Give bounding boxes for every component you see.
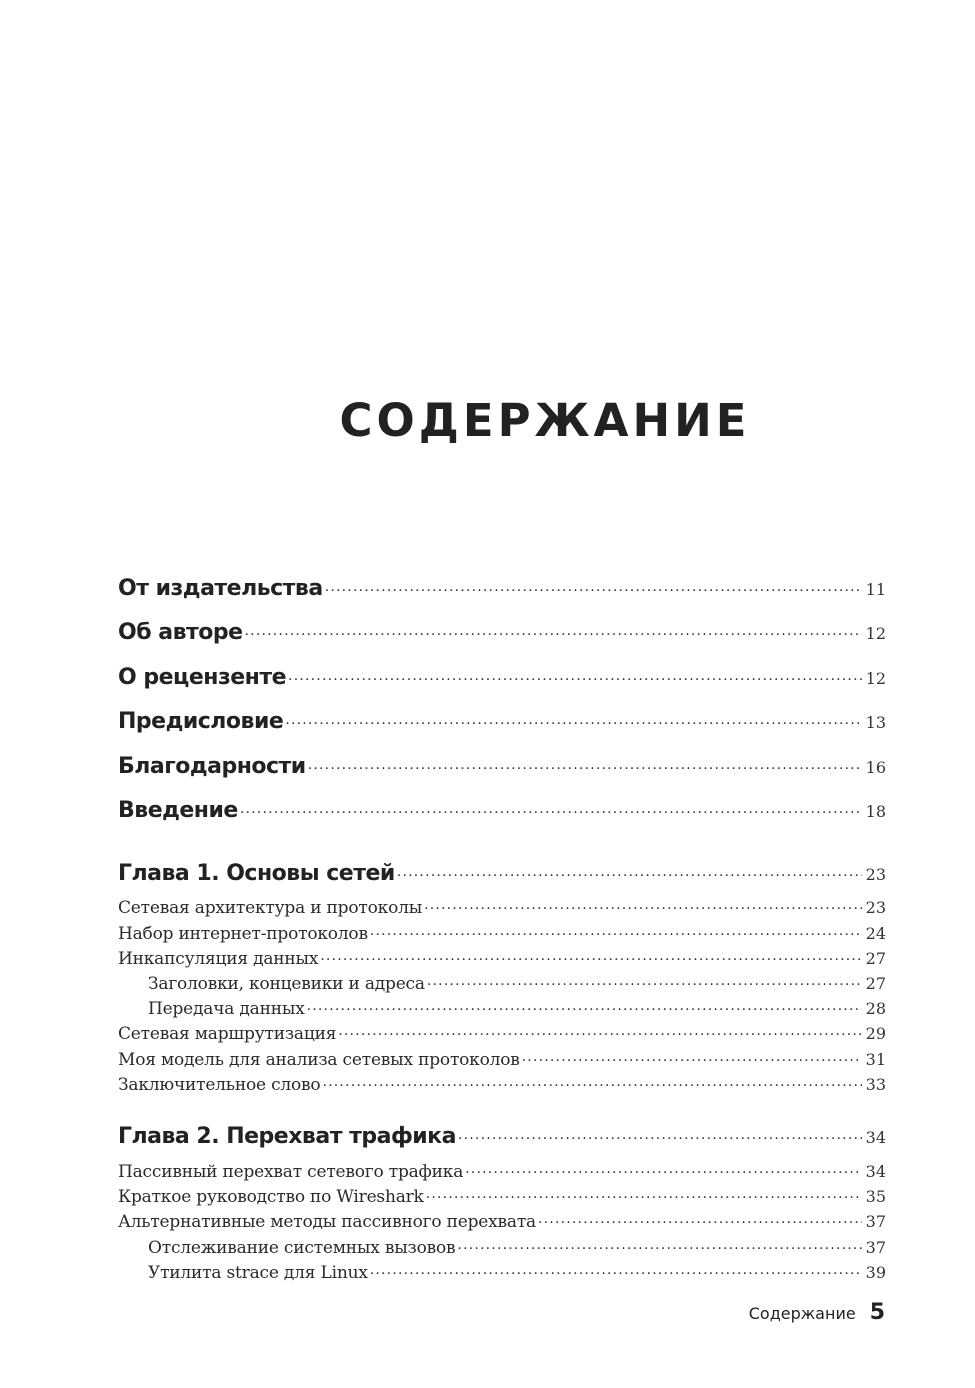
page-number: 5	[869, 1300, 885, 1325]
toc-page-number: 31	[865, 1050, 886, 1069]
running-head: Содержание	[748, 1304, 856, 1323]
leader-dots	[308, 757, 862, 773]
toc-section[interactable]	[118, 948, 886, 969]
toc-page-number: 27	[865, 949, 886, 968]
toc-section-label: Краткое руководство по Wireshark	[118, 1187, 424, 1207]
leader-dots	[427, 973, 862, 989]
leader-dots	[322, 1074, 861, 1090]
leader-dots	[240, 801, 862, 817]
toc-section-label: Набор интернет-протоколов	[118, 924, 368, 944]
toc-chapter-2[interactable]	[118, 1124, 886, 1149]
toc-page-number: 37	[865, 1212, 886, 1231]
toc-entry-preface[interactable]	[118, 709, 886, 734]
toc-page-number: 34	[865, 1128, 886, 1147]
toc-page-number: 33	[865, 1075, 886, 1094]
toc-entry-publisher[interactable]	[118, 576, 886, 601]
leader-dots	[370, 1262, 862, 1278]
toc-section[interactable]	[118, 1186, 886, 1207]
toc-entry-reviewer[interactable]	[118, 665, 886, 690]
toc-section-label: Заключительное слово	[118, 1075, 321, 1095]
toc-page-number: 37	[865, 1238, 886, 1257]
toc-entry-label: Об авторе	[118, 620, 243, 645]
toc-section-label: Сетевая архитектура и протоколы	[118, 898, 423, 918]
leader-dots	[370, 923, 862, 939]
toc-section-label: Альтернативные методы пассивного перехвата	[118, 1212, 536, 1232]
toc-subsection-label: Передача данных	[148, 999, 305, 1019]
leader-dots	[458, 1127, 862, 1143]
toc-page-number: 23	[865, 865, 886, 884]
toc-page-number: 24	[865, 924, 886, 943]
toc-subsection[interactable]	[118, 973, 886, 994]
toc-chapter-label: Глава 2. Перехват трафика	[118, 1124, 456, 1149]
toc-page-number: 13	[865, 713, 886, 732]
leader-dots	[426, 1186, 862, 1202]
toc-section-label: Инкапсуляция данных	[118, 949, 319, 969]
toc-section-label: Пассивный перехват сетевого трафика	[118, 1162, 464, 1182]
toc-subsection-label: Отслеживание системных вызовов	[148, 1238, 456, 1258]
leader-dots	[338, 1023, 861, 1039]
toc-page-number: 29	[865, 1024, 886, 1043]
leader-dots	[397, 864, 862, 880]
toc-section[interactable]	[118, 1049, 886, 1070]
toc-chapter-label: Глава 1. Основы сетей	[118, 861, 395, 886]
leader-dots	[285, 712, 861, 728]
toc-entry-label: Введение	[118, 798, 238, 823]
toc-entry-label: От издательства	[118, 576, 323, 601]
toc-entry-label: О рецензенте	[118, 665, 287, 690]
toc-subsection[interactable]	[118, 1237, 886, 1258]
leader-dots	[538, 1211, 862, 1227]
toc-chapter-1[interactable]	[118, 861, 886, 886]
toc-section[interactable]	[118, 897, 886, 918]
leader-dots	[320, 948, 861, 964]
toc-section[interactable]	[118, 1023, 886, 1044]
leader-dots	[245, 623, 862, 639]
toc-entry-introduction[interactable]	[118, 798, 886, 823]
page-footer	[749, 1300, 885, 1325]
page-title: СОДЕРЖАНИЕ	[339, 394, 751, 447]
toc-subsection-label: Утилита strace для Linux	[148, 1263, 368, 1283]
toc-page-number: 16	[865, 758, 886, 777]
toc-entry-author[interactable]	[118, 620, 886, 645]
toc-subsection[interactable]	[118, 1262, 886, 1283]
toc-entry-label: Благодарности	[118, 754, 306, 779]
leader-dots	[288, 668, 862, 684]
toc-page-number: 12	[865, 624, 886, 643]
toc-entry-label: Предисловие	[118, 709, 284, 734]
toc-page-number: 23	[865, 898, 886, 917]
toc-entry-acknowledgements[interactable]	[118, 754, 886, 779]
leader-dots	[465, 1161, 861, 1177]
toc-section[interactable]	[118, 1074, 886, 1095]
toc-page-number: 35	[865, 1187, 886, 1206]
toc-page-number: 12	[865, 669, 886, 688]
leader-dots	[457, 1237, 861, 1253]
toc-page-number: 34	[865, 1162, 886, 1181]
toc-page-number: 11	[865, 580, 886, 599]
toc-subsection[interactable]	[118, 998, 886, 1019]
leader-dots	[325, 579, 862, 595]
toc-page-number: 27	[865, 974, 886, 993]
toc-subsection-label: Заголовки, концевики и адреса	[148, 974, 425, 994]
toc-section-label: Моя модель для анализа сетевых протоколов	[118, 1050, 520, 1070]
toc-page-number: 39	[865, 1263, 886, 1282]
leader-dots	[424, 897, 862, 913]
toc-section[interactable]	[118, 923, 886, 944]
toc-section[interactable]	[118, 1161, 886, 1182]
toc-section[interactable]	[118, 1211, 886, 1232]
toc-page-number: 18	[865, 802, 886, 821]
leader-dots	[522, 1049, 862, 1065]
leader-dots	[307, 998, 862, 1014]
toc-page-number: 28	[865, 999, 886, 1018]
toc-section-label: Сетевая маршрутизация	[118, 1024, 337, 1044]
